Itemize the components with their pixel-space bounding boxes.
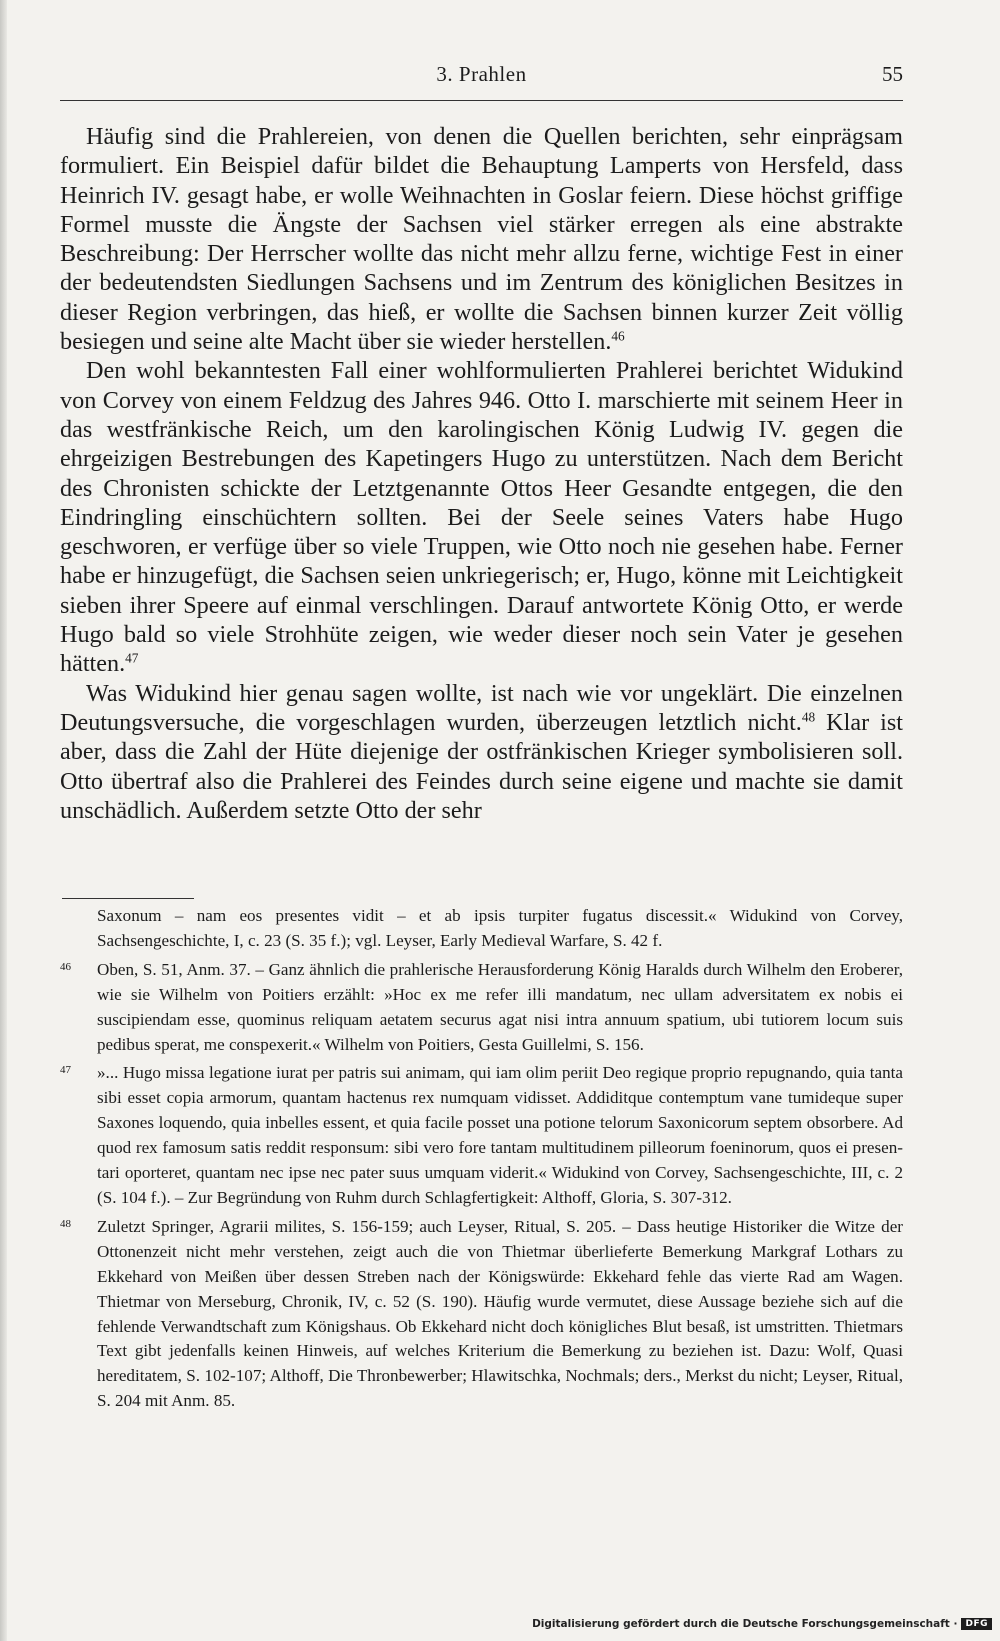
footnote-48 [60,1215,903,1414]
footnote-text: Oben, S. 51, Anm. 37. – Ganz ähnlich die prahlerische Herausforderung König Haralds durch Wilhelm den Eroberer, wie sie Wilhelm von Poitiers erzählt: »Hoc ex me refer illi mandatum, nec ullam adversitatem ex nobis ei suscipiendam esse, quominus reliquam aetatem securus agat nisi intra annuum spatium, ubi tutiorem locum suis pedibus sperat, me conspexerit.« Wilhelm von Poitiers, Gesta Guillelmi, S. 156. [97,959,903,1054]
page-edge-shadow [0,0,7,1641]
paragraph-text: Was Widukind hier genau sagen wollte, ist nach wie vor ungeklärt. Die einzelnen Deutungsversuche, die vorgeschlagen wurden, überzeugen letztlich nicht. [60,679,903,736]
page-number: 55 [882,62,903,86]
footnote-number: 48 [60,1217,71,1230]
paragraph [60,122,903,356]
footnote-ref: 47 [125,650,139,666]
paragraph-text: Klar ist aber, dass die Zahl der Hüte diejenige der ostfränkischen Krieger symbolisieren soll. Otto übertraf also die Prahlerei des Feindes durch seine eigene und machte sie damit unschädlich. Außerdem setzte Otto der sehr [60,708,903,824]
footnotes [60,904,903,1418]
paragraph-text: Häufig sind die Prahlereien, von denen die Quellen berichten, sehr einprägsam formuliert. Ein Beispiel dafür bildet die Behauptung Lamperts von Hersfeld, dass Heinrich IV. gesagt habe, er wolle Weihnachten in Goslar feiern. Diese höchst griffige Formel musste die Ängste der Sachsen viel stärker erregen als eine abstrakte Beschreibung: Der Herrscher wollte das nicht mehr allzu ferne, wichtige Fest in einer der bedeutendsten Siedlungen Sachsens und im Zentrum des königlichen Besitzes in dieser Region verbringen, das hieß, er wollte die Sachsen binnen kurzer Zeit völlig besiegen und seine alte Macht über sie wieder herstellen. [60,123,903,356]
footnote-ref: 46 [611,328,625,344]
paragraph [60,356,903,678]
footnote-ref: 48 [801,709,816,725]
running-title: 3. Prahlen [436,62,527,86]
footnote-text: »... Hugo missa legatione iurat per patris sui animam, qui iam olim periit Deo regique proprio repugnando, quia tanta sibi esset copia armorum, quantam hactenus rex numquam vidisset. Addiditque contemptum vane tumideque super Saxones loquendo, quia inbelles essent, et quia facile posset una potione telorum Saxonicorum septem obsorbere. Ad quod rex famosum satis reddit responsum: sibi vero fore tantam multitudinem pilleorum foeninorum, quos ei presentari oporteret, quantam nec ipse nec pater suus umquam viderit.« Widukind von Corvey, Sachsengeschichte, III, c. 2 (S. 104 f.). – Zur Begründung von Ruhm durch Schlagfertigkeit: Althoff, Gloria, S. 307-312. [97,1063,903,1207]
main-text [60,122,903,825]
credit-text: Digitalisierung gefördert durch die Deutsche Forschungsgemeinschaft · [532,1618,958,1630]
footnote-number: 46 [60,960,71,973]
footnote-text: Saxonum – nam eos presentes vidit – et ab ipsis turpiter fugatus discessit.« Widukind von Corvey, Sachsengeschichte, I, c. 23 (S. 35 f.); vgl. Leyser, Early Medieval Warfare, S. 42 f. [97,906,903,950]
footnote-separator [62,898,194,899]
running-header [60,62,903,101]
paragraph [60,679,903,825]
footnote-continued [60,904,903,954]
footnote-text: Zuletzt Springer, Agrarii milites, S. 156-159; auch Leyser, Ritual, S. 205. – Dass heutige Historiker die Witze der Ottonenzeit nicht mehr verstehen, zeigt auch die von Thietmar überlieferte Bemerkung Markgraf Lothars zu Ekkehard von Meißen über dessen Streben nach der Königswürde: Ekkehard fehle das vierte Rad am Wagen. Thietmar von Merseburg, Chronik, IV, c. 52 (S. 190). Häufig wurde vermutet, diese Aussage beziehe sich auf die fehlende Verwandtschaft zum Königshaus. Ob Ekkehard nicht doch königliches Blut besaß, ist umstritten. Thietmars Text gibt jedenfalls keinen Hinweis, auf welches Kriterium die Bemerkung zu beziehen ist. Dazu: Wolf, Quasi hereditatem, S. 102-107; Althoff, Die Thronbewerber; Hlawitschka, Nochmals; ders., Merkst du nicht; Leyser, Ritual, S. 204 mit Anm. 85. [97,1216,903,1411]
digitization-credit [532,1618,992,1630]
paragraph-text: Den wohl bekanntesten Fall einer wohlformulierten Prahlerei berichtet Widukind von Corvey von einem Feldzug des Jahres 946. Otto I. marschierte mit seinem Heer in das westfränkische Reich, um den karolingischen König Ludwig IV. gegen die ehrgeizigen Bestrebungen des Kapetingers Hugo zu unterstützen. Nach dem Bericht des Chronisten schickte der Letztgenannte Ottos Heer Gesandte entgegen, die den Eindringling einschüchtern sollten. Bei der Seele seines Vaters habe Hugo geschworen, er verfüge über so viele Truppen, wie Otto noch nie gesehen habe. Ferner habe er hinzugefügt, die Sachsen seien unkriegerisch; er, Hugo, könne mit Leichtigkeit sieben ihrer Speere auf einmal verschlingen. Darauf antwortete König Otto, er werde Hugo bald so viele Strohhüte zeigen, wie weder dieser noch sein Vater je gesehen hätten. [60,357,903,678]
dfg-logo: DFG [961,1618,992,1630]
footnote-46 [60,958,903,1058]
footnote-47 [60,1061,903,1210]
footnote-number: 47 [60,1064,71,1077]
